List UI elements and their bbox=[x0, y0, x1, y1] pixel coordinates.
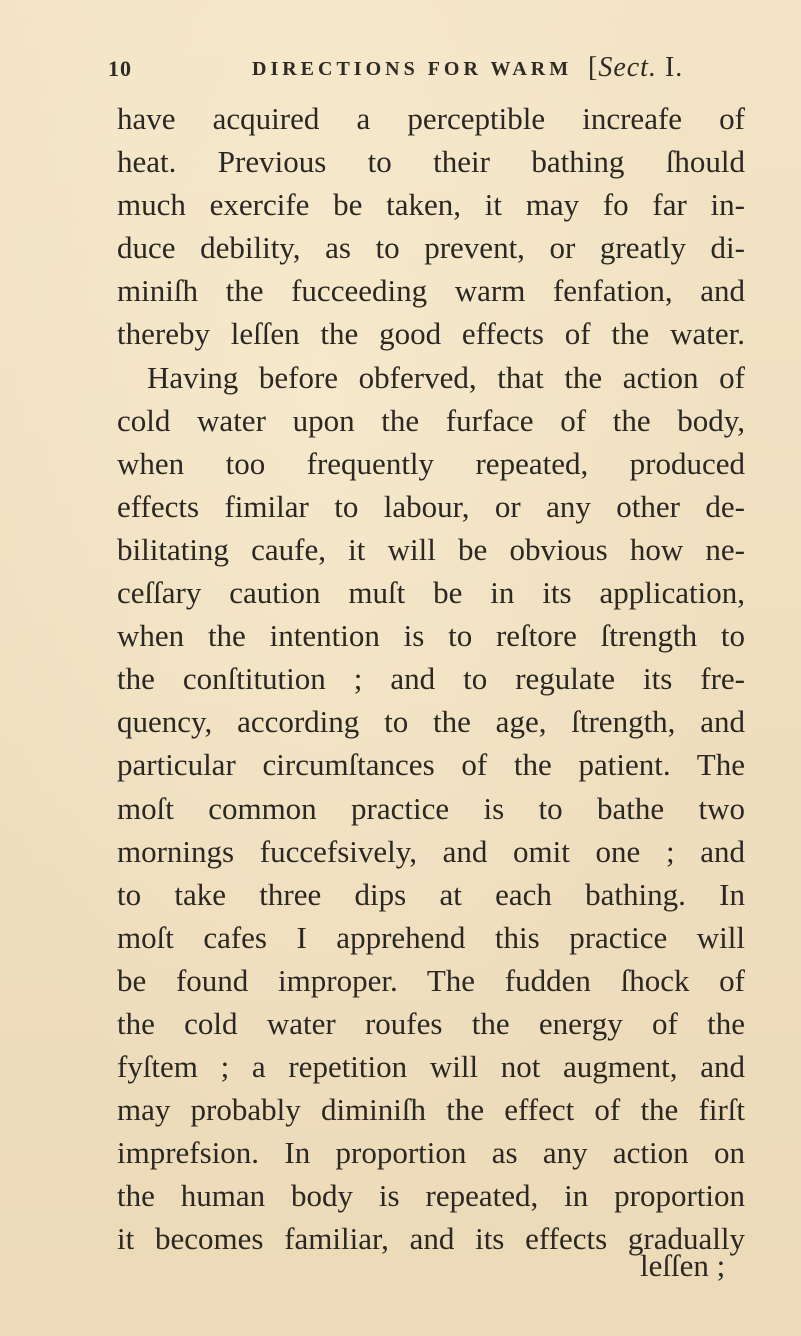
text-line: duce debility, as to prevent, or greatly di- bbox=[117, 230, 745, 266]
text-line: thereby leſſen the good effects of the water. bbox=[117, 316, 745, 352]
text-line: bilitating caufe, it will be obvious how ne- bbox=[117, 531, 745, 567]
text-line: be found improper. The fudden ſhock of bbox=[117, 962, 745, 998]
text-line: have acquired a perceptible increafe of bbox=[117, 101, 745, 136]
text-line: miniſh the fucceeding warm fenfation, and bbox=[117, 273, 745, 309]
text-line: to take three dips at each bathing. In bbox=[117, 876, 745, 912]
text-line: quency, according to the age, ſtrength, and bbox=[117, 704, 745, 740]
text-line: may probably diminiſh the effect of the firſt bbox=[117, 1092, 745, 1128]
text-line: the cold water roufes the energy of the bbox=[117, 1005, 745, 1041]
page-number: 10 bbox=[108, 56, 132, 81]
text-line: the human body is repeated, in proportion bbox=[117, 1178, 745, 1214]
text-line: much exercife be taken, it may fo far in- bbox=[117, 187, 745, 223]
text-line: when too frequently repeated, produced bbox=[117, 445, 745, 481]
text-line: particular circumſtances of the patient. The bbox=[117, 747, 745, 783]
body-text bbox=[117, 97, 745, 1261]
section-bracket: [ bbox=[588, 52, 599, 83]
section-number: I. bbox=[656, 52, 684, 83]
running-head: DIRECTIONS FOR WARM bbox=[252, 58, 573, 80]
text-line: ceſſary caution muſt be in its application, bbox=[117, 575, 745, 611]
text-line: heat. Previous to their bathing ſhould bbox=[117, 144, 745, 180]
text-line-paragraph-start: Having before obferved, that the action of bbox=[147, 359, 745, 395]
catchword: leſſen ; bbox=[640, 1248, 726, 1283]
text-line: moſt common practice is to bathe two bbox=[117, 790, 745, 826]
section-reference bbox=[588, 52, 683, 84]
section-label: Sect. bbox=[598, 52, 657, 83]
text-line: the conſtitution ; and to regulate its fre- bbox=[117, 661, 745, 697]
text-line: cold water upon the furface of the body, bbox=[117, 402, 745, 438]
text-line: fyſtem ; a repetition will not augment, and bbox=[117, 1049, 745, 1085]
text-line: effects fimilar to labour, or any other de- bbox=[117, 488, 745, 524]
text-line: mornings fuccefsively, and omit one ; and bbox=[117, 833, 745, 869]
text-line: imprefsion. In proportion as any action on bbox=[117, 1135, 745, 1171]
text-line: moſt cafes I apprehend this practice will bbox=[117, 919, 745, 955]
text-line: it becomes familiar, and its effects gradually bbox=[117, 1221, 745, 1257]
page-header bbox=[108, 50, 748, 90]
text-line: when the intention is to reſtore ſtrength to bbox=[117, 618, 745, 654]
